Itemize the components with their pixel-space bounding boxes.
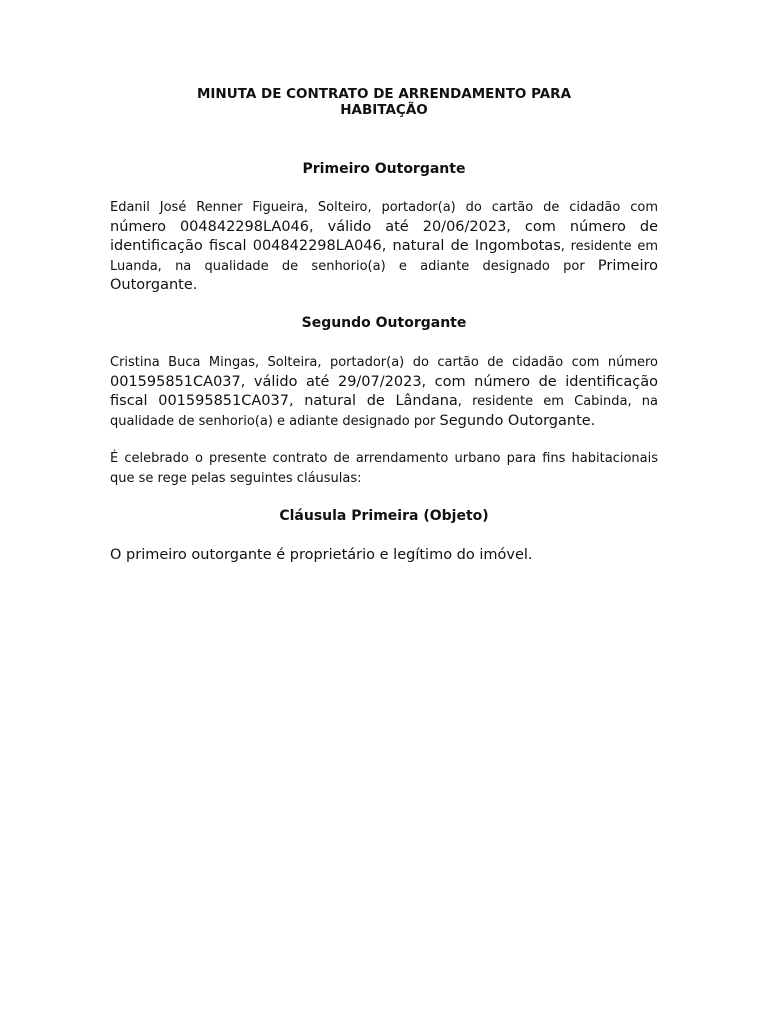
p1-segment-1: Edanil José Renner Figueira, Solteiro, portador(a) do cartão de cidadão com [110, 200, 658, 215]
heading-clausula-primeira: Cláusula Primeira (Objeto) [279, 508, 489, 524]
p1-segment-3: , residente em Luanda, na qualidade de senhorio(a) e adiante designado por [110, 239, 658, 274]
paragraph-celebracao: É celebrado o presente contrato de arrendamento urbano para fins habitacionais que se rege pelas seguintes cláusulas: [110, 451, 658, 486]
paragraph-clausula-primeira: O primeiro outorgante é proprietário e legítimo do imóvel. [110, 547, 533, 563]
heading-primeiro-outorgante: Primeiro Outorgante [302, 161, 466, 177]
p2-segment-4: Segundo Outorgante. [439, 412, 596, 429]
p1-segment-2: número 004842298LA046, válido até 20/06/2023, com número de identificação fiscal 004842298LA046, natural de Ingombotas [110, 218, 658, 254]
paragraph-segundo-outorgante [110, 353, 658, 431]
paragraph-primeiro-outorgante [110, 198, 658, 296]
document-title [110, 86, 658, 118]
p2-segment-3: , residente em Cabinda, na qualidade de senhorio(a) e adiante designado por [110, 394, 658, 429]
document-title-line-1: MINUTA DE CONTRATO DE ARRENDAMENTO PARA [196, 86, 572, 102]
p1-segment-4: Primeiro Outorgante. [110, 257, 658, 293]
p2-segment-1: Cristina Buca Mingas, Solteira, portador(a) do cartão de cidadão com número [110, 355, 658, 370]
p2-segment-2: 001595851CA037, válido até 29/07/2023, com número de identificação fiscal 001595851CA037, natural de Lândana [110, 373, 658, 409]
document-title-line-2: HABITAÇÃO [340, 102, 428, 118]
heading-segundo-outorgante: Segundo Outorgante [301, 315, 467, 331]
